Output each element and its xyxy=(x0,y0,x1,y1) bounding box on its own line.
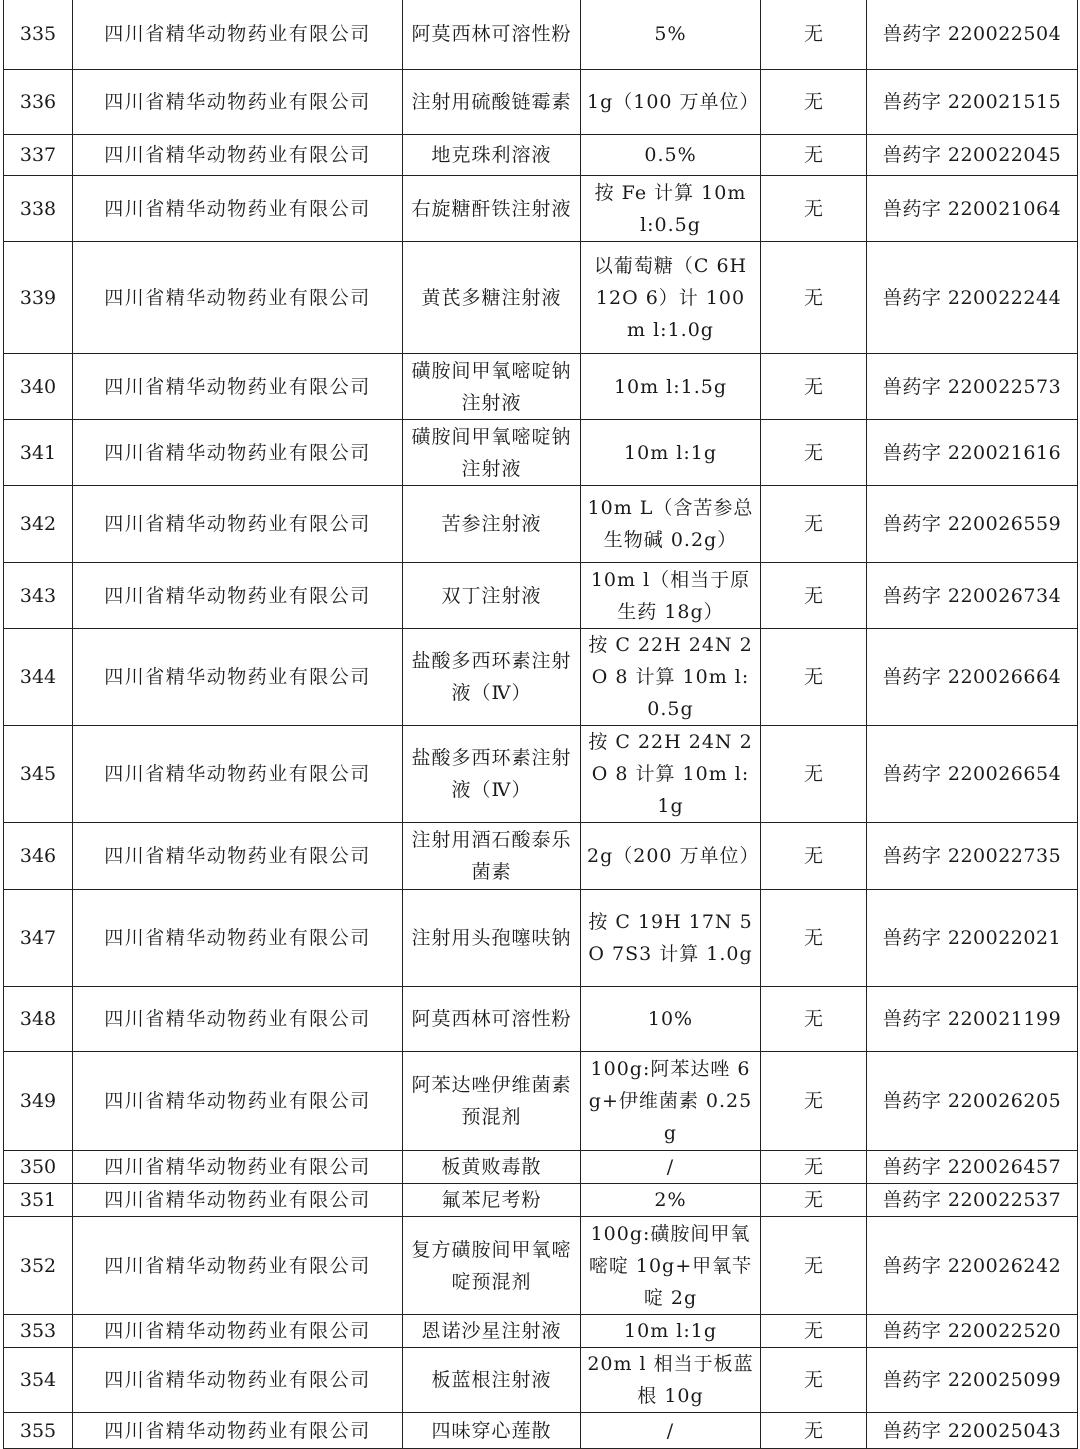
company-name: 四川省精华动物药业有限公司 xyxy=(73,1151,403,1184)
product-name: 板黄败毒散 xyxy=(403,1151,581,1184)
row-number: 346 xyxy=(4,823,73,890)
specification: 按 C 19H 17N 5O 7S3 计算 1.0g xyxy=(581,890,761,987)
table-row xyxy=(4,1217,1078,1315)
product-name: 双丁注射液 xyxy=(403,563,581,629)
specification: 100g:磺胺间甲氧嘧啶 10g+甲氧苄啶 2g xyxy=(581,1217,761,1315)
approval-number: 兽药字 220022504 xyxy=(867,0,1078,70)
product-name: 磺胺间甲氧嘧啶钠注射液 xyxy=(403,420,581,486)
product-name: 阿莫西林可溶性粉 xyxy=(403,987,581,1052)
company-name: 四川省精华动物药业有限公司 xyxy=(73,823,403,890)
table-row xyxy=(4,1413,1078,1449)
row-number: 339 xyxy=(4,242,73,354)
table-row xyxy=(4,629,1078,726)
product-name: 注射用硫酸链霉素 xyxy=(403,70,581,135)
table-row xyxy=(4,1315,1078,1348)
row-number: 337 xyxy=(4,135,73,176)
remark: 无 xyxy=(761,1052,867,1151)
table-row xyxy=(4,563,1078,629)
table-row xyxy=(4,420,1078,486)
table-row xyxy=(4,1151,1078,1184)
specification: 5% xyxy=(581,0,761,70)
product-name: 右旋糖酐铁注射液 xyxy=(403,176,581,242)
remark: 无 xyxy=(761,1348,867,1413)
row-number: 355 xyxy=(4,1413,73,1449)
specification: 2% xyxy=(581,1184,761,1217)
row-number: 340 xyxy=(4,354,73,420)
product-name: 板蓝根注射液 xyxy=(403,1348,581,1413)
company-name: 四川省精华动物药业有限公司 xyxy=(73,354,403,420)
table-row xyxy=(4,0,1078,70)
row-number: 353 xyxy=(4,1315,73,1348)
product-name: 注射用头孢噻呋钠 xyxy=(403,890,581,987)
company-name: 四川省精华动物药业有限公司 xyxy=(73,1413,403,1449)
company-name: 四川省精华动物药业有限公司 xyxy=(73,629,403,726)
approval-number: 兽药字 220022021 xyxy=(867,890,1078,987)
specification: 20m l 相当于板蓝根 10g xyxy=(581,1348,761,1413)
product-name: 苦参注射液 xyxy=(403,486,581,563)
table-row xyxy=(4,1348,1078,1413)
specification: 10m l:1.5g xyxy=(581,354,761,420)
approval-number: 兽药字 220025043 xyxy=(867,1413,1078,1449)
row-number: 348 xyxy=(4,987,73,1052)
company-name: 四川省精华动物药业有限公司 xyxy=(73,0,403,70)
approval-number: 兽药字 220021616 xyxy=(867,420,1078,486)
approval-number: 兽药字 220026734 xyxy=(867,563,1078,629)
table-row xyxy=(4,70,1078,135)
approval-number: 兽药字 220021064 xyxy=(867,176,1078,242)
remark: 无 xyxy=(761,242,867,354)
row-number: 335 xyxy=(4,0,73,70)
specification: 按 C 22H 24N 2O 8 计算 10m l:1g xyxy=(581,726,761,823)
approval-number: 兽药字 220026242 xyxy=(867,1217,1078,1315)
specification: 按 Fe 计算 10m l:0.5g xyxy=(581,176,761,242)
product-approval-table xyxy=(3,0,1078,1449)
company-name: 四川省精华动物药业有限公司 xyxy=(73,176,403,242)
company-name: 四川省精华动物药业有限公司 xyxy=(73,987,403,1052)
table-row xyxy=(4,1052,1078,1151)
remark: 无 xyxy=(761,890,867,987)
table-body xyxy=(4,0,1078,1449)
approval-number: 兽药字 220022045 xyxy=(867,135,1078,176)
specification: 2g（200 万单位） xyxy=(581,823,761,890)
company-name: 四川省精华动物药业有限公司 xyxy=(73,242,403,354)
table-row xyxy=(4,1184,1078,1217)
approval-number: 兽药字 220026664 xyxy=(867,629,1078,726)
remark: 无 xyxy=(761,987,867,1052)
specification: 10m l（相当于原生药 18g） xyxy=(581,563,761,629)
product-name: 地克珠利溶液 xyxy=(403,135,581,176)
company-name: 四川省精华动物药业有限公司 xyxy=(73,1184,403,1217)
row-number: 349 xyxy=(4,1052,73,1151)
row-number: 344 xyxy=(4,629,73,726)
remark: 无 xyxy=(761,135,867,176)
row-number: 342 xyxy=(4,486,73,563)
product-name: 盐酸多西环素注射液（Ⅳ） xyxy=(403,726,581,823)
table-row xyxy=(4,726,1078,823)
product-name: 四味穿心莲散 xyxy=(403,1413,581,1449)
table-row xyxy=(4,987,1078,1052)
company-name: 四川省精华动物药业有限公司 xyxy=(73,563,403,629)
table-row xyxy=(4,890,1078,987)
company-name: 四川省精华动物药业有限公司 xyxy=(73,1348,403,1413)
company-name: 四川省精华动物药业有限公司 xyxy=(73,486,403,563)
company-name: 四川省精华动物药业有限公司 xyxy=(73,1315,403,1348)
table-row xyxy=(4,176,1078,242)
company-name: 四川省精华动物药业有限公司 xyxy=(73,420,403,486)
company-name: 四川省精华动物药业有限公司 xyxy=(73,70,403,135)
specification: / xyxy=(581,1151,761,1184)
product-name: 盐酸多西环素注射液（Ⅳ） xyxy=(403,629,581,726)
remark: 无 xyxy=(761,726,867,823)
approval-number: 兽药字 220022244 xyxy=(867,242,1078,354)
approval-number: 兽药字 220022573 xyxy=(867,354,1078,420)
remark: 无 xyxy=(761,354,867,420)
product-name: 磺胺间甲氧嘧啶钠注射液 xyxy=(403,354,581,420)
company-name: 四川省精华动物药业有限公司 xyxy=(73,1217,403,1315)
remark: 无 xyxy=(761,176,867,242)
row-number: 343 xyxy=(4,563,73,629)
remark: 无 xyxy=(761,823,867,890)
remark: 无 xyxy=(761,486,867,563)
specification: / xyxy=(581,1413,761,1449)
specification: 1g（100 万单位） xyxy=(581,70,761,135)
row-number: 351 xyxy=(4,1184,73,1217)
remark: 无 xyxy=(761,563,867,629)
product-name: 复方磺胺间甲氧嘧啶预混剂 xyxy=(403,1217,581,1315)
row-number: 352 xyxy=(4,1217,73,1315)
product-name: 阿苯达唑伊维菌素预混剂 xyxy=(403,1052,581,1151)
approval-number: 兽药字 220022735 xyxy=(867,823,1078,890)
remark: 无 xyxy=(761,629,867,726)
approval-number: 兽药字 220026457 xyxy=(867,1151,1078,1184)
table-row xyxy=(4,486,1078,563)
row-number: 336 xyxy=(4,70,73,135)
specification: 10m l:1g xyxy=(581,420,761,486)
product-name: 恩诺沙星注射液 xyxy=(403,1315,581,1348)
approval-number: 兽药字 220022537 xyxy=(867,1184,1078,1217)
remark: 无 xyxy=(761,1315,867,1348)
remark: 无 xyxy=(761,1413,867,1449)
table-row xyxy=(4,135,1078,176)
specification: 按 C 22H 24N 2O 8 计算 10m l:0.5g xyxy=(581,629,761,726)
approval-number: 兽药字 220021515 xyxy=(867,70,1078,135)
product-name: 阿莫西林可溶性粉 xyxy=(403,0,581,70)
specification: 0.5% xyxy=(581,135,761,176)
approval-number: 兽药字 220022520 xyxy=(867,1315,1078,1348)
table-row xyxy=(4,823,1078,890)
company-name: 四川省精华动物药业有限公司 xyxy=(73,726,403,823)
approval-number: 兽药字 220021199 xyxy=(867,987,1078,1052)
remark: 无 xyxy=(761,1217,867,1315)
row-number: 338 xyxy=(4,176,73,242)
approval-number: 兽药字 220025099 xyxy=(867,1348,1078,1413)
table-row xyxy=(4,242,1078,354)
remark: 无 xyxy=(761,1151,867,1184)
company-name: 四川省精华动物药业有限公司 xyxy=(73,890,403,987)
remark: 无 xyxy=(761,0,867,70)
company-name: 四川省精华动物药业有限公司 xyxy=(73,135,403,176)
remark: 无 xyxy=(761,70,867,135)
product-name: 注射用酒石酸泰乐菌素 xyxy=(403,823,581,890)
specification: 10m l:1g xyxy=(581,1315,761,1348)
remark: 无 xyxy=(761,1184,867,1217)
specification: 100g:阿苯达唑 6g+伊维菌素 0.25g xyxy=(581,1052,761,1151)
row-number: 345 xyxy=(4,726,73,823)
row-number: 354 xyxy=(4,1348,73,1413)
table-row xyxy=(4,354,1078,420)
specification: 10% xyxy=(581,987,761,1052)
row-number: 350 xyxy=(4,1151,73,1184)
row-number: 341 xyxy=(4,420,73,486)
approval-number: 兽药字 220026654 xyxy=(867,726,1078,823)
product-name: 黄芪多糖注射液 xyxy=(403,242,581,354)
remark: 无 xyxy=(761,420,867,486)
product-name: 氟苯尼考粉 xyxy=(403,1184,581,1217)
specification: 10m L（含苦参总生物碱 0.2g） xyxy=(581,486,761,563)
row-number: 347 xyxy=(4,890,73,987)
approval-number: 兽药字 220026205 xyxy=(867,1052,1078,1151)
approval-number: 兽药字 220026559 xyxy=(867,486,1078,563)
company-name: 四川省精华动物药业有限公司 xyxy=(73,1052,403,1151)
specification: 以葡萄糖（C 6H 12O 6）计 100m l:1.0g xyxy=(581,242,761,354)
